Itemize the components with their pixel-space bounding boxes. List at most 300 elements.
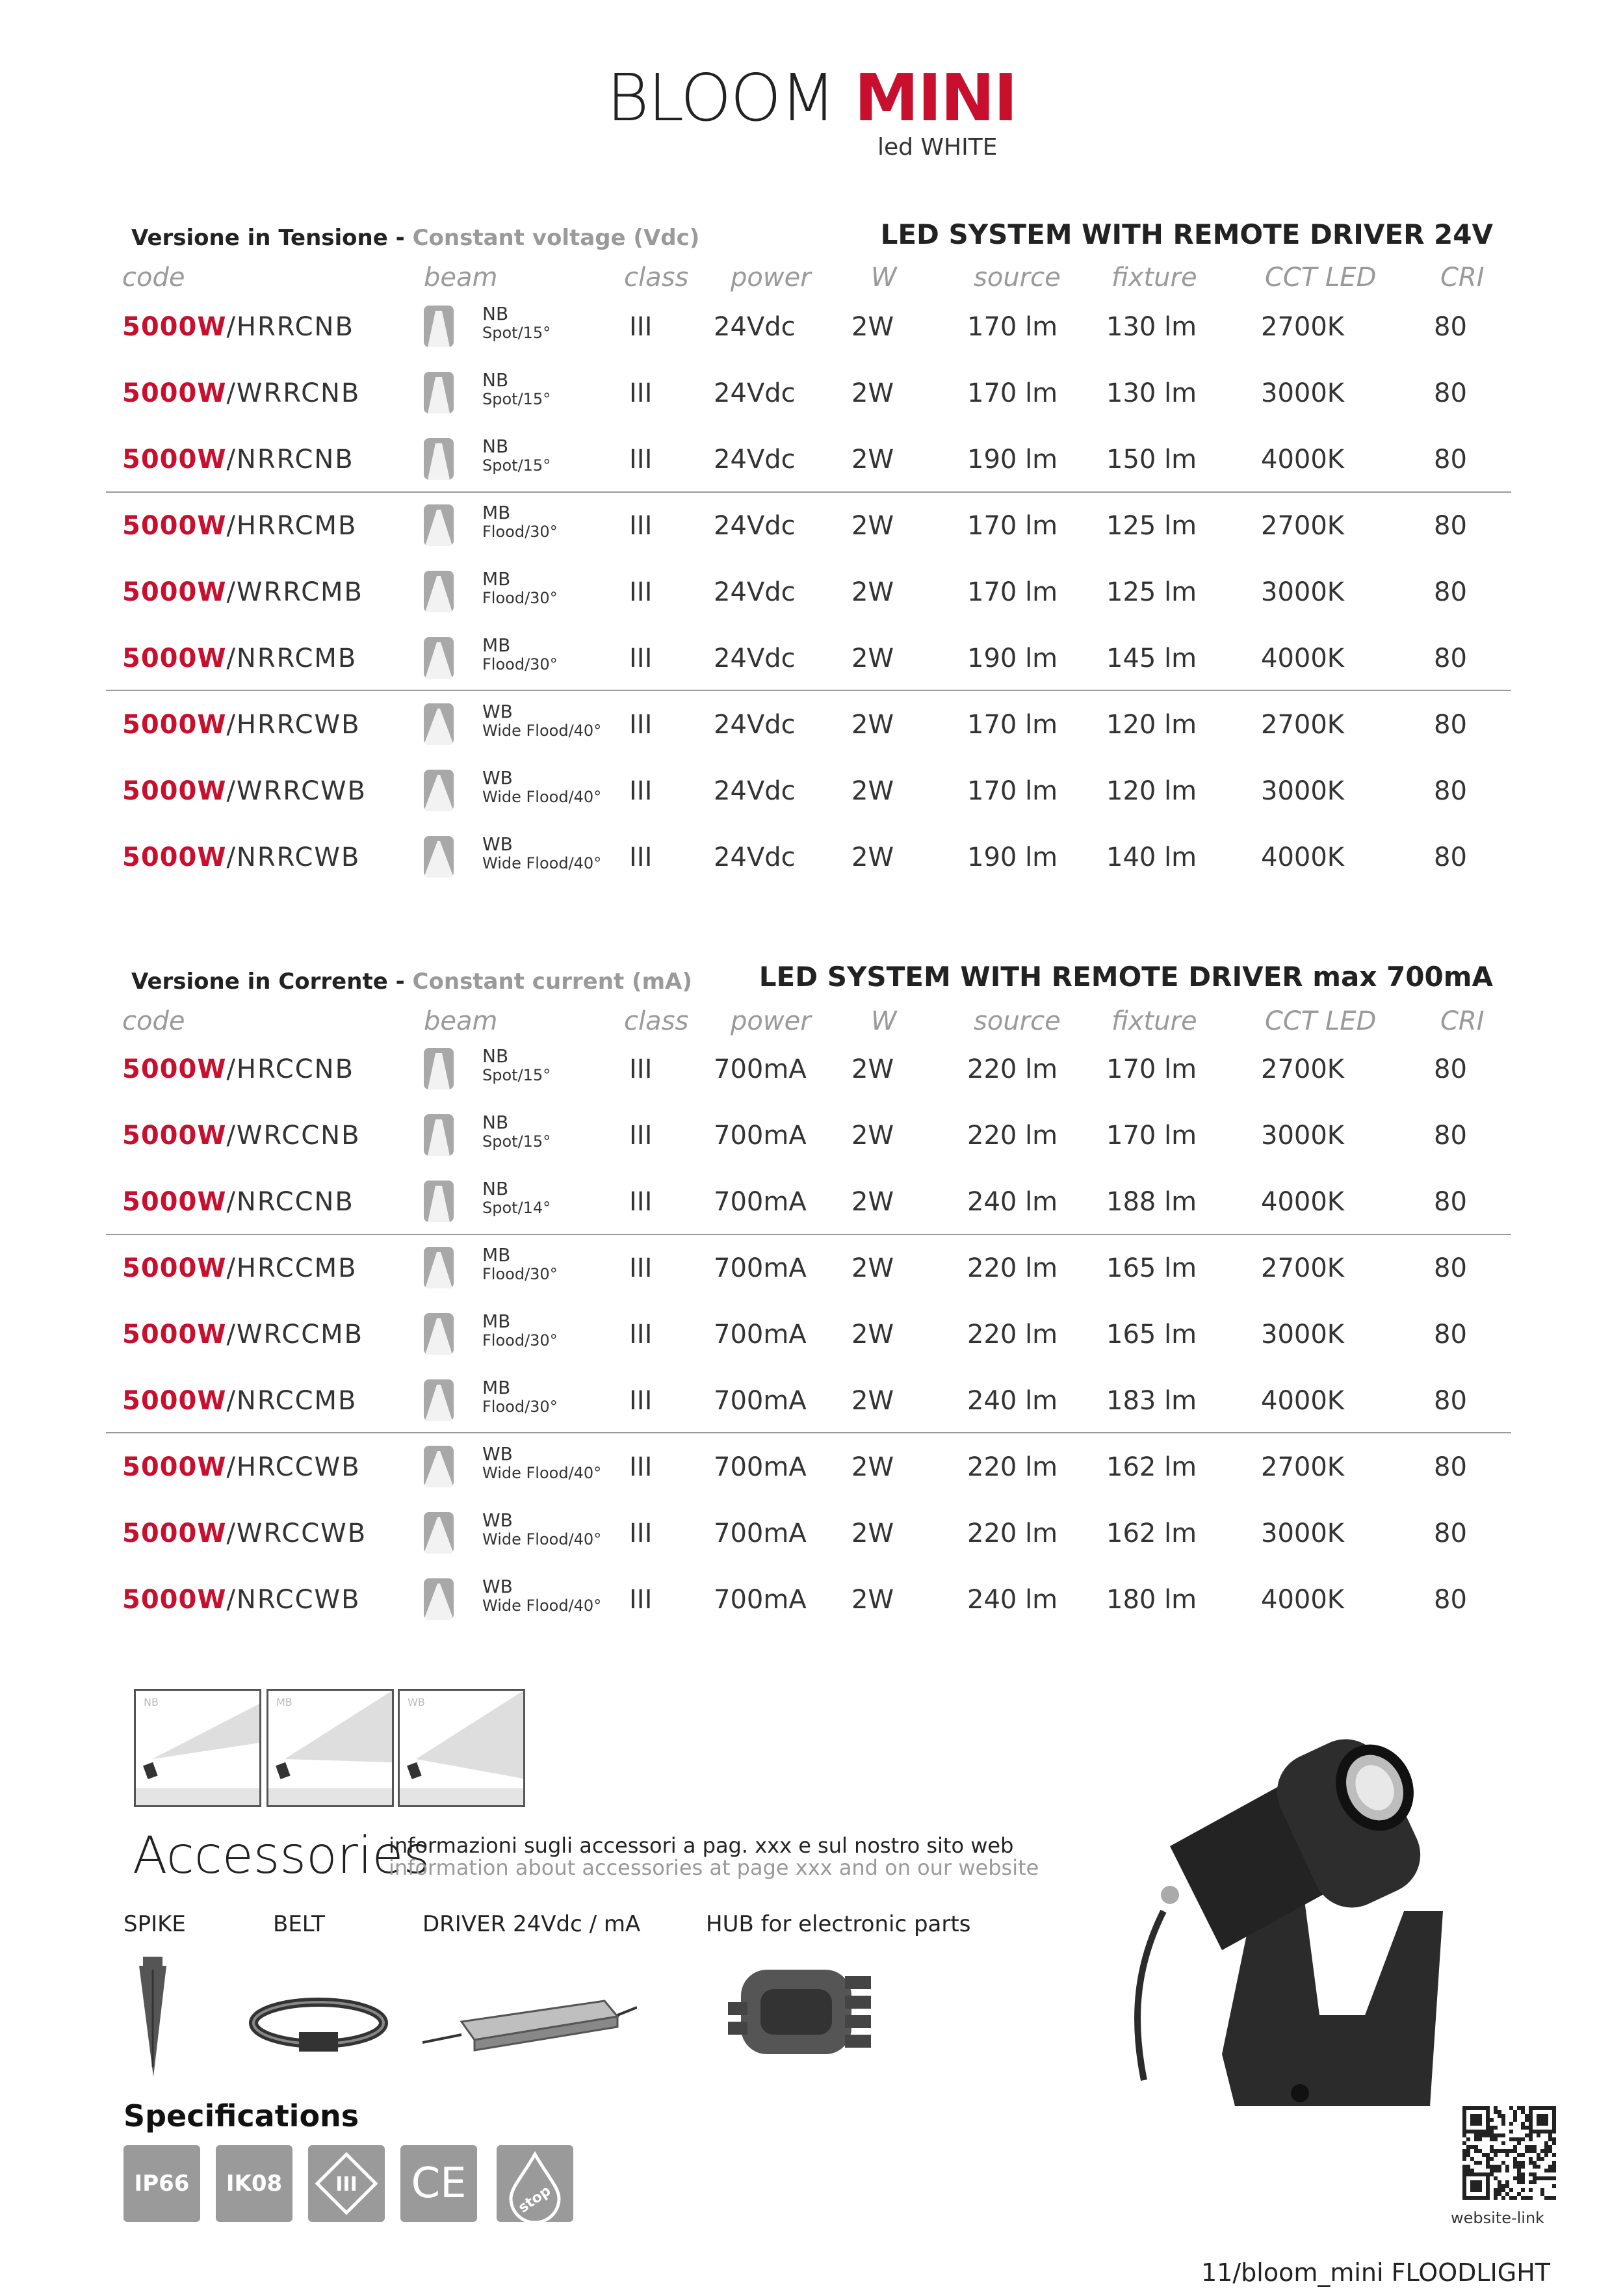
beam-code: NB	[482, 369, 509, 391]
class-cell: III	[629, 1519, 653, 1548]
code-suffix: /WRCCNB	[226, 1121, 361, 1151]
beam-label	[482, 569, 558, 607]
beam-description: Spot/15°	[482, 390, 551, 408]
table-row-code	[122, 511, 357, 541]
code-prefix: 5000W	[122, 577, 227, 607]
hub-image	[728, 1950, 884, 2074]
beam-description: Wide Flood/40°	[482, 788, 602, 806]
beam-label	[482, 503, 558, 541]
current-section-heading: LED SYSTEM WITH REMOTE DRIVER max 700mA	[759, 961, 1493, 993]
beam-icon	[424, 1181, 454, 1222]
watt-cell: 2W	[851, 644, 894, 673]
cri-cell: 80	[1434, 710, 1467, 740]
beam-description: Wide Flood/40°	[482, 1597, 602, 1615]
beam-label	[482, 1511, 601, 1548]
fixture-cell: 120 lm	[1106, 776, 1197, 806]
code-suffix: /NRRCMB	[226, 644, 357, 673]
accessories-info-en: information about accessories at page xxx and on our website	[389, 1855, 1039, 1880]
accessory-label-driver: DRIVER 24Vdc / mA	[422, 1911, 641, 1937]
beam-icon	[424, 770, 454, 811]
beam-icon	[424, 438, 454, 480]
table-row-code	[122, 1585, 361, 1615]
beam-code: MB	[482, 1244, 511, 1266]
source-cell: 170 lm	[967, 577, 1058, 607]
beam-description: Spot/14°	[482, 1199, 551, 1217]
table-row-code	[122, 378, 360, 408]
table-row-code	[122, 842, 360, 872]
fixture-cell: 140 lm	[1106, 842, 1197, 872]
cct-cell: 4000K	[1261, 842, 1345, 872]
beam-icon	[424, 571, 454, 612]
source-cell: 220 lm	[967, 1519, 1058, 1548]
column-header: power	[731, 1006, 811, 1036]
code-prefix: 5000W	[122, 1054, 227, 1084]
page-title	[0, 62, 1623, 134]
code-suffix: /NRCCMB	[226, 1386, 357, 1416]
code-prefix: 5000W	[122, 1386, 227, 1416]
fixture-cell: 165 lm	[1106, 1320, 1197, 1350]
beam-icon	[424, 1578, 454, 1620]
ik08-badge: IK08	[216, 2145, 292, 2222]
cri-cell: 80	[1434, 511, 1467, 541]
group-divider	[106, 491, 1511, 493]
power-cell: 24Vdc	[714, 710, 796, 740]
column-header: CRI	[1440, 263, 1485, 293]
cct-cell: 4000K	[1261, 1386, 1345, 1416]
fixture-cell: 188 lm	[1106, 1187, 1197, 1217]
beam-description: Flood/30°	[482, 1331, 558, 1350]
beam-diagram-wb	[398, 1689, 525, 1807]
beam-label	[482, 1179, 551, 1217]
cri-cell: 80	[1434, 378, 1467, 408]
power-cell: 700mA	[714, 1121, 807, 1151]
code-suffix: /WRRCWB	[226, 776, 367, 806]
power-cell: 24Vdc	[714, 511, 796, 541]
stop-badge	[497, 2145, 573, 2222]
fixture-cell: 170 lm	[1106, 1054, 1197, 1084]
table-row-code	[122, 1187, 354, 1217]
source-cell: 220 lm	[967, 1253, 1058, 1283]
column-header: power	[731, 263, 811, 293]
beam-icon	[424, 1247, 454, 1288]
cri-cell: 80	[1434, 1121, 1467, 1151]
source-cell: 170 lm	[967, 378, 1058, 408]
column-header: source	[974, 1006, 1061, 1036]
class-cell: III	[629, 1121, 653, 1151]
source-cell: 220 lm	[967, 1121, 1058, 1151]
watt-cell: 2W	[851, 776, 894, 806]
code-prefix: 5000W	[122, 511, 227, 541]
watt-cell: 2W	[851, 1585, 894, 1615]
watt-cell: 2W	[851, 312, 894, 342]
column-header: fixture	[1111, 1006, 1197, 1036]
beam-code: NB	[482, 436, 509, 457]
table-row-code	[122, 710, 361, 740]
fixture-cell: 120 lm	[1106, 710, 1197, 740]
power-cell: 700mA	[714, 1386, 807, 1416]
source-cell: 190 lm	[967, 644, 1058, 673]
class-cell: III	[629, 1320, 653, 1350]
cct-cell: 4000K	[1261, 1187, 1345, 1217]
watt-cell: 2W	[851, 1187, 894, 1217]
column-header: W	[871, 1006, 897, 1036]
class-cell: III	[629, 511, 653, 541]
column-header: CCT LED	[1265, 263, 1377, 293]
table-row-code	[122, 445, 354, 475]
website-link[interactable]: website-link	[1451, 2209, 1545, 2227]
power-cell: 700mA	[714, 1187, 807, 1217]
watt-cell: 2W	[851, 710, 894, 740]
beam-icon	[424, 306, 454, 347]
class-iii-text: III	[335, 2173, 357, 2196]
code-suffix: /WRCCMB	[226, 1320, 364, 1350]
voltage-label-en: Constant voltage (Vdc)	[412, 225, 700, 251]
cri-cell: 80	[1434, 1519, 1467, 1548]
beam-diagram-nb	[134, 1689, 261, 1807]
page-footer: 11/bloom_mini FLOODLIGHT	[1201, 2258, 1550, 2287]
current-label-en: Constant current (mA)	[412, 969, 692, 995]
code-suffix: /HRRCWB	[226, 710, 361, 740]
power-cell: 700mA	[714, 1519, 807, 1548]
class-cell: III	[629, 312, 653, 342]
watt-cell: 2W	[851, 842, 894, 872]
column-header: beam	[424, 1006, 498, 1036]
code-suffix: /HRCCNB	[226, 1054, 355, 1084]
code-suffix: /HRRCNB	[226, 312, 354, 342]
cri-cell: 80	[1434, 445, 1467, 475]
beam-icon	[424, 1512, 454, 1554]
class-cell: III	[629, 776, 653, 806]
product-image	[1105, 1716, 1508, 2132]
cct-cell: 3000K	[1261, 378, 1345, 408]
beam-diagram-label: MB	[276, 1696, 292, 1708]
beam-icon	[424, 1114, 454, 1156]
beam-description: Wide Flood/40°	[482, 722, 602, 740]
table-row-code	[122, 1519, 367, 1548]
group-divider	[106, 1432, 1511, 1433]
cct-cell: 3000K	[1261, 776, 1345, 806]
code-prefix: 5000W	[122, 312, 227, 342]
ip66-badge: IP66	[123, 2145, 200, 2222]
beam-code: MB	[482, 568, 511, 590]
column-header: source	[974, 263, 1061, 293]
watt-cell: 2W	[851, 1054, 894, 1084]
beam-code: WB	[482, 833, 513, 855]
source-cell: 240 lm	[967, 1585, 1058, 1615]
source-cell: 190 lm	[967, 842, 1058, 872]
beam-code: WB	[482, 701, 513, 722]
cct-cell: 3000K	[1261, 1519, 1345, 1548]
watt-cell: 2W	[851, 577, 894, 607]
code-prefix: 5000W	[122, 1519, 227, 1548]
beam-icon	[424, 1313, 454, 1355]
current-label-it: Versione in Corrente -	[131, 969, 405, 995]
voltage-section-heading: LED SYSTEM WITH REMOTE DRIVER 24V	[880, 218, 1493, 250]
cct-cell: 4000K	[1261, 1585, 1345, 1615]
spike-image	[130, 1957, 175, 2080]
watt-cell: 2W	[851, 1121, 894, 1151]
class-cell: III	[629, 1054, 653, 1084]
source-cell: 220 lm	[967, 1452, 1058, 1482]
beam-label	[482, 636, 558, 673]
beam-icon	[424, 637, 454, 679]
class-cell: III	[629, 1585, 653, 1615]
source-cell: 220 lm	[967, 1054, 1058, 1084]
code-prefix: 5000W	[122, 1452, 227, 1482]
beam-icon	[424, 1048, 454, 1089]
beam-description: Flood/30°	[482, 1265, 558, 1283]
fixture-cell: 162 lm	[1106, 1519, 1197, 1548]
code-suffix: /NRRCWB	[226, 842, 361, 872]
watt-cell: 2W	[851, 1519, 894, 1548]
class-cell: III	[629, 1187, 653, 1217]
accessory-label-hub: HUB for electronic parts	[706, 1911, 971, 1937]
cri-cell: 80	[1434, 776, 1467, 806]
driver-image	[422, 1989, 637, 2061]
watt-cell: 2W	[851, 1253, 894, 1283]
beam-label	[482, 1113, 551, 1151]
title-light: BLOOM	[606, 60, 835, 136]
column-header: class	[624, 1006, 689, 1036]
cct-cell: 2700K	[1261, 1253, 1345, 1283]
accessories-title: Accessories	[133, 1827, 430, 1885]
cri-cell: 80	[1434, 842, 1467, 872]
class-cell: III	[629, 644, 653, 673]
beam-label	[482, 702, 601, 740]
voltage-label-it: Versione in Tensione -	[131, 225, 405, 251]
beam-code: WB	[482, 1443, 513, 1465]
fixture-cell: 162 lm	[1106, 1452, 1197, 1482]
class-cell: III	[629, 1452, 653, 1482]
beam-icon	[424, 1379, 454, 1421]
code-suffix: /WRRCNB	[226, 378, 361, 408]
voltage-section-label	[131, 225, 699, 251]
watt-cell: 2W	[851, 1452, 894, 1482]
beam-label	[482, 371, 551, 408]
code-prefix: 5000W	[122, 1121, 227, 1151]
beam-description: Flood/30°	[482, 589, 558, 607]
table-row-code	[122, 1320, 363, 1350]
watt-cell: 2W	[851, 378, 894, 408]
source-cell: 170 lm	[967, 511, 1058, 541]
cri-cell: 80	[1434, 1320, 1467, 1350]
code-prefix: 5000W	[122, 1253, 227, 1283]
class-cell: III	[629, 1253, 653, 1283]
power-cell: 24Vdc	[714, 842, 796, 872]
beam-description: Flood/30°	[482, 655, 558, 673]
table-row-code	[122, 312, 354, 342]
code-prefix: 5000W	[122, 1187, 227, 1217]
watt-cell: 2W	[851, 1386, 894, 1416]
beam-code: MB	[482, 634, 511, 656]
code-suffix: /WRCCWB	[226, 1519, 367, 1548]
accessories-info-it: informazioni sugli accessori a pag. xxx e sul nostro sito web	[389, 1833, 1014, 1858]
source-cell: 220 lm	[967, 1320, 1058, 1350]
class-cell: III	[629, 577, 653, 607]
page-subtitle: led WHITE	[877, 134, 998, 161]
table-row-code	[122, 776, 367, 806]
code-prefix: 5000W	[122, 644, 227, 673]
cct-cell: 3000K	[1261, 1320, 1345, 1350]
beam-label	[482, 1047, 551, 1084]
class-cell: III	[629, 710, 653, 740]
beam-label	[482, 1577, 601, 1615]
beam-icon	[424, 372, 454, 413]
column-header: W	[871, 263, 897, 293]
cct-cell: 2700K	[1261, 511, 1345, 541]
cri-cell: 80	[1434, 577, 1467, 607]
cct-cell: 2700K	[1261, 312, 1345, 342]
column-header: CRI	[1440, 1006, 1485, 1036]
source-cell: 170 lm	[967, 312, 1058, 342]
code-suffix: /NRRCNB	[226, 445, 354, 475]
beam-code: WB	[482, 1576, 513, 1597]
table-row-code	[122, 644, 357, 673]
beam-code: MB	[482, 502, 511, 523]
cct-cell: 3000K	[1261, 577, 1345, 607]
beam-code: NB	[482, 1178, 509, 1199]
beam-label	[482, 768, 601, 806]
beam-label	[482, 1444, 601, 1482]
qr-code-pattern	[1462, 2106, 1556, 2200]
beam-diagram-label: NB	[144, 1696, 159, 1708]
cct-cell: 3000K	[1261, 1121, 1345, 1151]
beam-code: NB	[482, 1112, 509, 1133]
beam-description: Spot/15°	[482, 324, 551, 342]
beam-description: Spot/15°	[482, 1066, 551, 1084]
class-iii-icon	[308, 2145, 385, 2222]
title-bold: MINI	[854, 60, 1017, 136]
beam-code: WB	[482, 767, 513, 789]
power-cell: 24Vdc	[714, 776, 796, 806]
fixture-cell: 130 lm	[1106, 378, 1197, 408]
cri-cell: 80	[1434, 1452, 1467, 1482]
cri-cell: 80	[1434, 644, 1467, 673]
code-prefix: 5000W	[122, 776, 227, 806]
fixture-cell: 170 lm	[1106, 1121, 1197, 1151]
cri-cell: 80	[1434, 1386, 1467, 1416]
fixture-cell: 165 lm	[1106, 1253, 1197, 1283]
beam-code: MB	[482, 1377, 511, 1398]
accessory-label-belt: BELT	[273, 1911, 325, 1937]
column-header: code	[122, 1006, 185, 1036]
beam-description: Wide Flood/40°	[482, 1464, 602, 1482]
beam-label	[482, 437, 551, 475]
power-cell: 24Vdc	[714, 577, 796, 607]
watt-cell: 2W	[851, 1320, 894, 1350]
class-iii-badge	[308, 2145, 385, 2222]
beam-label	[482, 1312, 558, 1350]
column-header: beam	[424, 263, 498, 293]
source-cell: 240 lm	[967, 1386, 1058, 1416]
beam-label	[482, 1246, 558, 1283]
fixture-cell: 150 lm	[1106, 445, 1197, 475]
table-row-code	[122, 1121, 361, 1151]
beam-description: Spot/15°	[482, 456, 551, 475]
power-cell: 24Vdc	[714, 644, 796, 673]
fixture-cell: 130 lm	[1106, 312, 1197, 342]
code-suffix: /NRCCWB	[226, 1585, 361, 1615]
power-cell: 24Vdc	[714, 312, 796, 342]
beam-description: Wide Flood/40°	[482, 854, 602, 872]
belt-image	[247, 1989, 390, 2061]
specifications-title: Specifications	[123, 2098, 359, 2133]
column-header: class	[624, 263, 689, 293]
beam-label	[482, 304, 551, 342]
class-cell: III	[629, 1386, 653, 1416]
code-prefix: 5000W	[122, 378, 227, 408]
table-row-code	[122, 577, 363, 607]
fixture-cell: 125 lm	[1106, 511, 1197, 541]
beam-diagram-label: WB	[408, 1696, 425, 1708]
table-row-code	[122, 1253, 357, 1283]
beam-description: Flood/30°	[482, 1398, 558, 1416]
code-prefix: 5000W	[122, 842, 227, 872]
table-row-code	[122, 1386, 357, 1416]
stop-text: stop	[515, 2182, 554, 2217]
ce-badge: CE	[400, 2145, 477, 2222]
watt-cell: 2W	[851, 445, 894, 475]
power-cell: 700mA	[714, 1585, 807, 1615]
code-prefix: 5000W	[122, 445, 227, 475]
cri-cell: 80	[1434, 312, 1467, 342]
beam-label	[482, 835, 601, 872]
code-suffix: /HRCCMB	[226, 1253, 357, 1283]
source-cell: 240 lm	[967, 1187, 1058, 1217]
column-header: fixture	[1111, 263, 1197, 293]
code-suffix: /HRRCMB	[226, 511, 357, 541]
column-header: code	[122, 263, 185, 293]
beam-code: NB	[482, 1045, 509, 1067]
power-cell: 24Vdc	[714, 378, 796, 408]
fixture-cell: 183 lm	[1106, 1386, 1197, 1416]
beam-code: WB	[482, 1509, 513, 1531]
column-header: CCT LED	[1265, 1006, 1377, 1036]
group-divider	[106, 1234, 1511, 1235]
cri-cell: 80	[1434, 1054, 1467, 1084]
accessory-label-spike: SPIKE	[123, 1911, 186, 1937]
table-row-code	[122, 1054, 354, 1084]
table-row-code	[122, 1452, 361, 1482]
beam-description: Spot/15°	[482, 1132, 551, 1151]
cri-cell: 80	[1434, 1585, 1467, 1615]
class-cell: III	[629, 378, 653, 408]
cct-cell: 4000K	[1261, 644, 1345, 673]
power-cell: 700mA	[714, 1452, 807, 1482]
cct-cell: 2700K	[1261, 710, 1345, 740]
fixture-cell: 145 lm	[1106, 644, 1197, 673]
watt-cell: 2W	[851, 511, 894, 541]
power-cell: 700mA	[714, 1054, 807, 1084]
cri-cell: 80	[1434, 1253, 1467, 1283]
fixture-cell: 180 lm	[1106, 1585, 1197, 1615]
source-cell: 190 lm	[967, 445, 1058, 475]
code-suffix: /WRRCMB	[226, 577, 363, 607]
cct-cell: 2700K	[1261, 1452, 1345, 1482]
code-suffix: /NRCCNB	[226, 1187, 354, 1217]
stop-drop-icon	[497, 2145, 573, 2222]
beam-icon	[424, 1446, 454, 1487]
class-cell: III	[629, 842, 653, 872]
source-cell: 170 lm	[967, 710, 1058, 740]
power-cell: 700mA	[714, 1253, 807, 1283]
beam-description: Flood/30°	[482, 523, 558, 541]
qr-code[interactable]	[1462, 2106, 1556, 2200]
class-cell: III	[629, 445, 653, 475]
code-prefix: 5000W	[122, 1320, 227, 1350]
current-section-label	[131, 969, 692, 995]
power-cell: 24Vdc	[714, 445, 796, 475]
